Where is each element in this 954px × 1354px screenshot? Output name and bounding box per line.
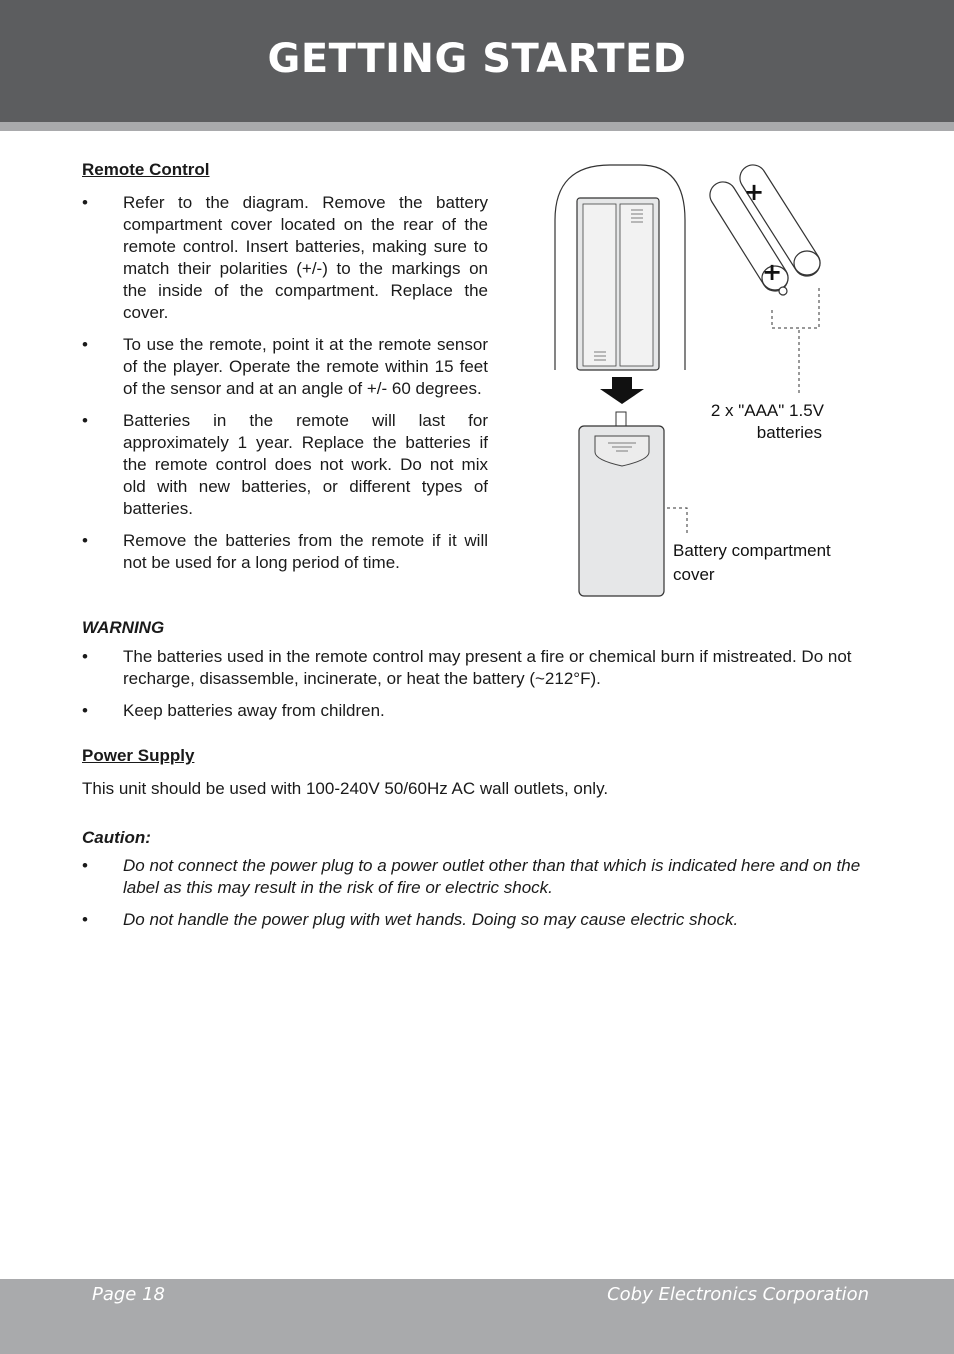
battery-slot-left [583, 204, 616, 366]
company-name: Coby Electronics Corporation [607, 1284, 869, 1305]
list-item: • Do not connect the power plug to a power outlet other than that which is indicated here and on the label as this may result in the risk of fire or electric shock. [82, 856, 861, 897]
list-item: • Keep batteries away from children. [82, 701, 385, 720]
cover-leader [667, 508, 687, 536]
cover-label-line1: Battery compartment [673, 541, 831, 560]
remote-control-list [82, 192, 488, 584]
list-item: • Refer to the diagram. Remove the battery compartment cover located on the rear of the remote control. Insert batteries, making sure to match their polarities (+/-) to the markings on the inside of the compartment. Replace the cover. [82, 193, 488, 322]
power-supply-text: This unit should be used with 100-240V 50/60Hz AC wall outlets, only. [82, 779, 609, 798]
warning-list [82, 646, 876, 732]
plus-mark-top: + [744, 178, 765, 206]
page-title: GETTING STARTED [267, 36, 687, 82]
caution-list [82, 855, 876, 941]
battery-slot-right [620, 204, 653, 366]
caution-heading: Caution: [82, 828, 151, 847]
list-item: • The batteries used in the remote control may present a fire or chemical burn if mistreated. Do not recharge, disassemble, incinerate, or heat the battery (~212°F). [82, 647, 852, 688]
down-arrow-icon [600, 377, 644, 404]
list-item: • Do not handle the power plug with wet hands. Doing so may cause electric shock. [82, 910, 739, 929]
remote-control-heading: Remote Control [82, 160, 210, 179]
page-number: Page 18 [92, 1284, 166, 1305]
plus-mark-bottom: + [762, 258, 783, 286]
list-item: • Batteries in the remote will last for approximately 1 year. Replace the batteries if the remote control does not work. Do not mix old with new batteries, or different types of batteries. [82, 411, 488, 518]
battery-diagram [550, 160, 850, 605]
power-supply-heading: Power Supply [82, 746, 195, 765]
batteries-label-line2: batteries [756, 423, 822, 442]
batteries-label-line1: 2 x "AAA" 1.5V [710, 401, 824, 420]
header-strip [0, 122, 954, 131]
cover-label-line2: cover [673, 565, 715, 584]
warning-heading: WARNING [82, 618, 165, 637]
list-item: • Remove the batteries from the remote if it will not be used for a long period of time. [82, 531, 488, 572]
list-item: • To use the remote, point it at the remote sensor of the player. Operate the remote within 15 feet of the sensor and at an angle of +/- 60 degrees. [82, 335, 488, 398]
